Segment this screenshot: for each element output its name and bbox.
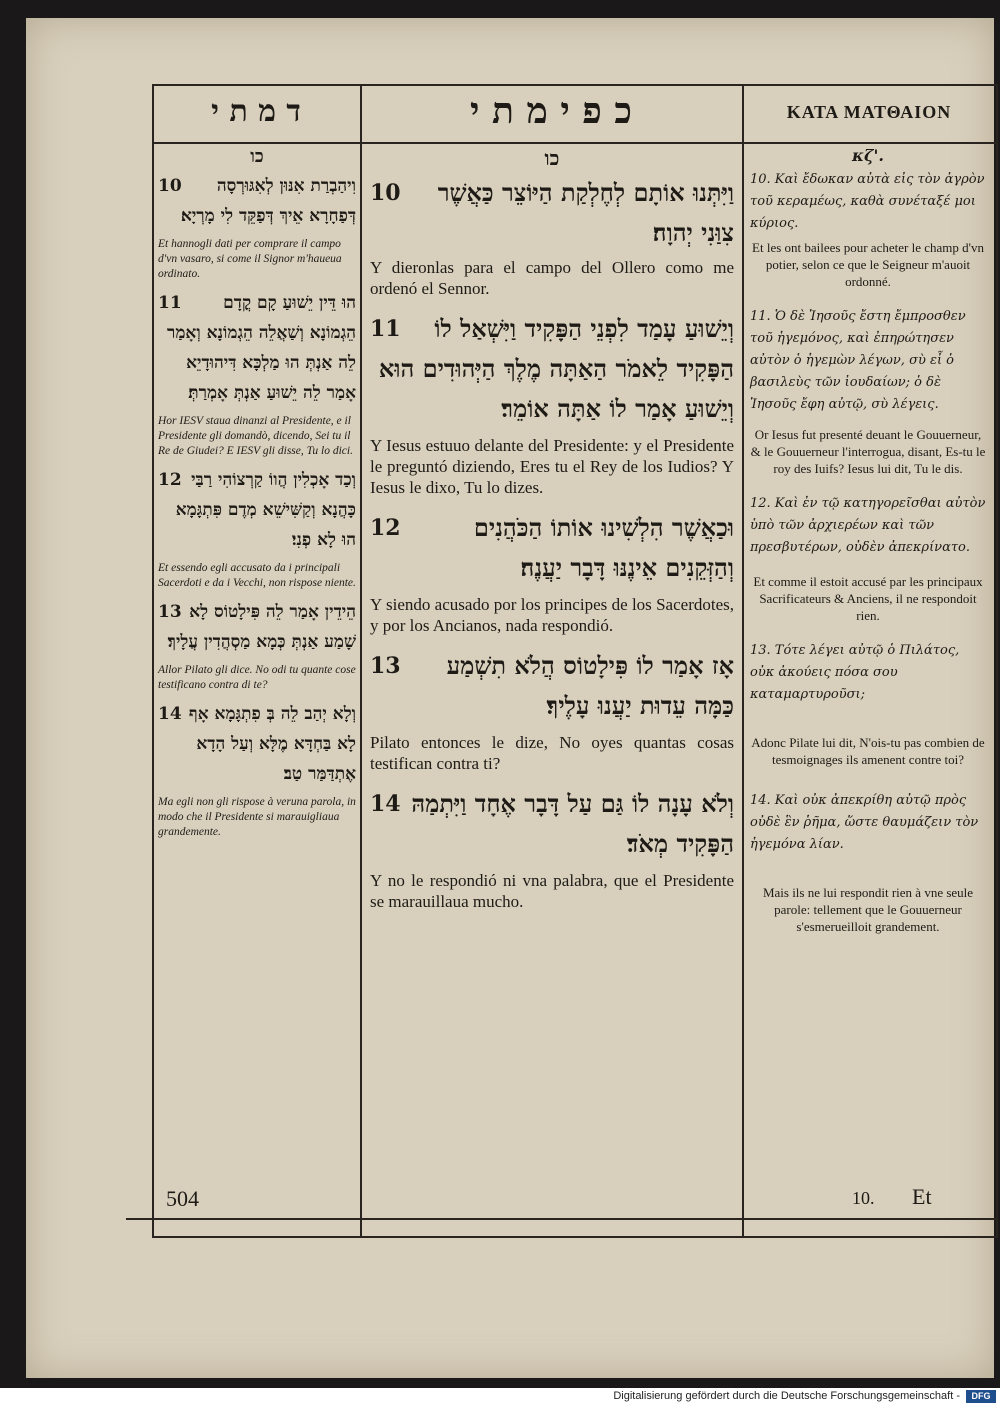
verse-10-italian: Et hannogli dati per comprare il campo d'vn vasaro, si come il Signor m'haueua ordinato.: [158, 238, 342, 280]
scan-credit-text: Digitalisierung gefördert durch die Deutsche Forschungsgemeinschaft -: [613, 1390, 960, 1402]
verse-10-spanish: Y dieronlas para el campo del Ollero como me ordenó el Sennor.: [370, 258, 734, 298]
verse-14-right: [750, 790, 986, 935]
header-left: ד מ ת י: [211, 94, 301, 129]
verse-14-greek: 14. Καὶ οὐκ ἀπεκρίθη αὐτῷ πρὸς οὐδὲ ἓν ῥῆμα, ὥστε θαυμάζειν τὸν ἡγεμόνα λίαν.: [750, 793, 979, 852]
verse-13-left: 13 הֵידֵין אָמַר לֵה פִּילָטוֹס לָא שָׁמַע אַנְתְּ כְּמָא מַסְהֲדִין עֲלָיךְ׃ Allor Pilato gli dice. No odi tu quante cose testificano contra di te?: [158, 602, 356, 691]
column-divider-right: [742, 84, 744, 1236]
verse-12-italian: Et essendo egli accusato da i principali Sacerdoti e da i Vecchi, non rispose niente.: [158, 562, 356, 589]
verse-10-greek: 10. Καὶ ἔδωκαν αὐτὰ εἰς τὸν ἀγρὸν τοῦ κεραμέως, καθὰ συνέταξέ μοι κύριος.: [750, 172, 985, 231]
chapter-label-right: κζ'.: [852, 146, 884, 165]
verse-12-left: 12 וְכַד אָכְלִין הֲווֹ קַרְצוֹהִי רַבַּי כָּהֲנָא וְקַשִּׁישֵׁא מְדֶם פִּתְגָּמָא הוּ לָא פְנִי׃ Et essendo egli accusato da i principali Sacerdoti e da i Vecchi, non rispose niente.: [158, 470, 356, 589]
verse-12-center: 12 וּכַאֲשֶׁר הִלְשִׁינוּ אוֹתוֹ הַכֹּהֲנִים וְהַזְּקֵנִים אֵינֶנּוּ דָּבָר יַעֲנֶה׃ Y siendo acusado por los principes de los Sacerdotes, y por los Ancianos, nada respondió.: [370, 513, 734, 635]
verse-10-syriac: וִיהַבְרַת אִנּוּן לְאִגּוּרְסָה דְּפַחָרָא אֵיךְ דְּפַקֵּד לִי מָרְיָא׃: [180, 176, 356, 226]
dfg-logo: DFG: [966, 1390, 996, 1403]
verse-11-center: 11 וְיֵשׁוּעַ עָמַד לִפְנֵי הַפָּקִיד וַיִּשְׁאַל לוֹ הַפָּקִיד לֵאמֹר הַאַתָּה מֶלֶךְ הַיְּהוּדִים הוּא וְיֵשׁוּעַ אָמַר לוֹ אַתָּה אוֹמֵר׃ Y Iesus estuuo delante del Presidente: y el Presidente le preguntó diziendo, Eres tu el Rey de los Iudios? Y Iesus le dixo, Tu lo dizes.: [370, 314, 734, 497]
book-page: [26, 18, 994, 1378]
verse-11-right: [750, 306, 986, 477]
page-number: 504: [166, 1186, 199, 1211]
chapter-label-center: כו: [544, 146, 560, 170]
verse-11-spanish: Y Iesus estuuo delante del Presidente: y el Presidente le preguntó diziendo, Eres tu el Rey de los Iudios? Y Iesus le dixo, Tu lo dizes.: [370, 436, 734, 497]
header-rule: [152, 142, 996, 144]
column-divider-left: [360, 84, 362, 1236]
header-center: כ פ י מ ת י: [469, 90, 633, 132]
verse-13-right: [750, 640, 986, 768]
verse-14-hebrew: וְלֹא עָנָה לוֹ גַּם עַל דָּבָר אֶחָד וַיִּתְמַהּ הַפָּקִיד מְאֹד׃: [411, 789, 734, 858]
chapter-label-left: כו: [250, 146, 264, 167]
verse-11-left: 11 הוּ דֵּין יֵשׁוּעַ קָם קֳדָם הֵגְמוֹנָא וְשַׁאֲלֵה הֵגְמוֹנָא וְאָמַר לֵה אַנְתְּ הוּ מַלְכָּא דִּיהוּדָיֵא אָמַר לֵה יֵשׁוּעַ אַנְתְּ אָמְרַתְּ׃ Hor IESV staua dinanzi al Presidente, e il Presidente gli domandò, dicendo, Sei tu il Re de Giudei? E IESV gli disse, Tu lo dici.: [158, 293, 356, 457]
verse-13-syriac: הֵידֵין אָמַר לֵה פִּילָטוֹס לָא שָׁמַע אַנְתְּ כְּמָא מַסְהֲדִין עֲלָיךְ׃: [167, 602, 356, 652]
right-column: [750, 146, 986, 935]
verse-12-syriac: וְכַד אָכְלִין הֲווֹ קַרְצוֹהִי רַבַּי כָּהֲנָא וְקַשִּׁישֵׁא מְדֶם פִּתְגָּמָא הוּ לָא פְנִי׃: [175, 470, 356, 550]
verse-13-greek: 13. Τότε λέγει αὐτῷ ὁ Πιλάτος, οὐκ ἀκούεις πόσα σου καταμαρτυροῦσι;: [750, 643, 960, 702]
verse-10-left: 10 וִיהַבְרַת אִנּוּן לְאִגּוּרְסָה דְּפַחָרָא אֵיךְ דְּפַקֵּד לִי מָרְיָא׃ Et hannogli dati per comprare il campo d'vn vasaro, si come il Signor m'haueua ordinato.: [158, 176, 356, 280]
verse-13-spanish: Pilato entonces le dize, No oyes quantas cosas testifican contra ti?: [370, 733, 734, 773]
verse-10-center: 10 וַיִּתְּנוּ אוֹתָם לְחֶלְקַת הַיּוֹצֵר כַּאֲשֶׁר צִוַּנִי יְהוָה׃ Y dieronlas para el campo del Ollero como me ordenó el Sennor.: [370, 178, 734, 298]
verse-14-left: 14 וְלָא יְהַב לֵה בְּ פִתְגָּמָא אָף לָא בַּחְדָּא מֶלָּא וְעַל הָדָא אֶתְדַּמַּר טַב׃ Ma egli non gli rispose à veruna parola, in modo che il Presidente si marauigliaua grandemente.: [158, 704, 356, 838]
center-column: [370, 146, 734, 912]
verse-13-hebrew: אָז אָמַר לוֹ פִּילָטוֹס הֲלֹא תִשְׁמַע כַּמָּה עֵדוּת יַעֲנוּ עָלֶיךָ׃: [446, 651, 734, 720]
catchword-number: 10.: [852, 1188, 875, 1208]
verse-11-syriac: הוּ דֵּין יֵשׁוּעַ קָם קֳדָם הֵגְמוֹנָא וְשַׁאֲלֵה הֵגְמוֹנָא וְאָמַר לֵה אַנְתְּ הוּ מַלְכָּא דִּיהוּדָיֵא אָמַר לֵה יֵשׁוּעַ אַנְתְּ אָמְרַתְּ׃: [166, 293, 356, 403]
verse-11-italian: Hor IESV staua dinanzi al Presidente, e il Presidente gli domandò, dicendo, Sei tu il Re de Giudei? E IESV gli disse, Tu lo dici.: [158, 415, 353, 457]
left-column: [158, 146, 356, 840]
verse-12-right: [750, 493, 986, 624]
verse-12-greek: 12. Καὶ ἐν τῷ κατηγορεῖσθαι αὐτὸν ὑπὸ τῶν ἀρχιερέων καὶ τῶν πρεσβυτέρων, οὐδὲν ἀπεκρίνατο.: [750, 496, 986, 555]
header-right: ΚΑΤΑ ΜΑΤΘΑΙΟΝ: [786, 102, 952, 122]
verse-13-center: 13 אָז אָמַר לוֹ פִּילָטוֹס הֲלֹא תִשְׁמַע כַּמָּה עֵדוּת יַעֲנוּ עָלֶיךָ׃ Pilato entonces le dize, No oyes quantas cosas testifican contra ti?: [370, 651, 734, 773]
verse-14-spanish: Y no le respondió ni vna palabra, que el Presidente se marauillaua mucho.: [370, 871, 734, 911]
catchword: Et: [912, 1184, 932, 1209]
verse-14-center: 14 וְלֹא עָנָה לוֹ גַּם עַל דָּבָר אֶחָד וַיִּתְמַהּ הַפָּקִיד מְאֹד׃ Y no le respondió ni vna palabra, que el Presidente se marauillaua mucho.: [370, 789, 734, 911]
verse-10-right: [750, 169, 986, 290]
verse-14-french: Mais ils ne lui respondit rien à vne seule parole: tellement que le Gouuerneur s'esmerueilloit grandement.: [762, 885, 974, 934]
scan-credit-bar: [0, 1388, 1000, 1406]
verse-12-hebrew: וּכַאֲשֶׁר הִלְשִׁינוּ אוֹתוֹ הַכֹּהֲנִים וְהַזְּקֵנִים אֵינֶנּוּ דָּבָר יַעֲנֶה׃: [473, 513, 734, 582]
verse-14-syriac: וְלָא יְהַב לֵה בְּ פִתְגָּמָא אָף לָא בַּחְדָּא מֶלָּא וְעַל הָדָא אֶתְדַּמַּר טַב׃: [188, 704, 356, 784]
verse-11-hebrew: וְיֵשׁוּעַ עָמַד לִפְנֵי הַפָּקִיד וַיִּשְׁאַל לוֹ הַפָּקִיד לֵאמֹר הַאַתָּה מֶלֶךְ הַיְּהוּדִים הוּא וְיֵשׁוּעַ אָמַר לוֹ אַתָּה אוֹמֵר׃: [378, 314, 734, 423]
verse-13-italian: Allor Pilato gli dice. No odi tu quante cose testificano contra di te?: [158, 664, 356, 691]
verse-13-french: Adonc Pilate lui dit, N'ois-tu pas combien de tesmoignages ils amenent contre toi?: [751, 735, 985, 767]
verse-10-hebrew: וַיִּתְּנוּ אוֹתָם לְחֶלְקַת הַיּוֹצֵר כַּאֲשֶׁר צִוַּנִי יְהוָה׃: [437, 178, 734, 247]
verse-10-french: Et les ont bailees pour acheter le champ d'vn potier, selon ce que le Seigneur m'auoit ordonné.: [752, 240, 984, 289]
verse-11-greek: 11. Ὁ δὲ Ἰησοῦς ἔστη ἔμπροσθεν τοῦ ἡγεμόνος, καὶ ἐπηρώτησεν αὐτὸν ὁ ἡγεμὼν λέγων, σὺ εἶ ὁ βασιλεὺς τῶν ἰουδαίων; ὁ δὲ Ἰησοῦς ἔφη αὐτῷ, σὺ λέγεις.: [750, 309, 966, 412]
verse-12-french: Et comme il estoit accusé par les principaux Sacrificateurs & Anciens, il ne respondoit rien.: [753, 574, 983, 623]
footer-rule: [126, 1218, 996, 1220]
verse-14-italian: Ma egli non gli rispose à veruna parola, in modo che il Presidente si marauigliaua grandemente.: [158, 796, 356, 838]
verse-11-french: Or Iesus fut presenté deuant le Gouuerneur, & le Gouuerneur l'interrogua, disant, Es-tu le roy des Iuifs? Iesus lui dit, Tu le dis.: [750, 427, 986, 476]
verse-12-spanish: Y siendo acusado por los principes de los Sacerdotes, y por los Ancianos, nada respondió.: [370, 595, 734, 635]
